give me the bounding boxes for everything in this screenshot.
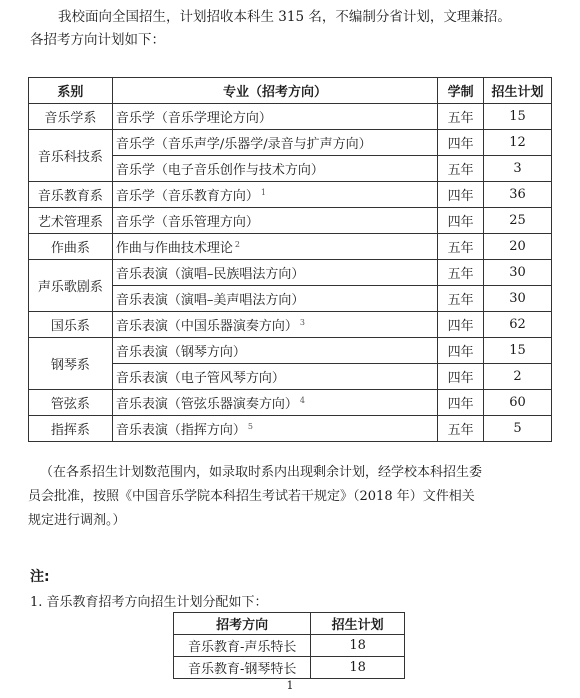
- table-row: [29, 390, 552, 416]
- department-cell: 钢琴系: [29, 338, 113, 390]
- table-row: [29, 104, 552, 130]
- header-department: 系别: [29, 78, 113, 104]
- adjustment-note-line-3: 规定进行调剂。）: [28, 513, 126, 528]
- sub-header-direction: 招考方向: [174, 613, 311, 635]
- header-duration: 学制: [438, 78, 484, 104]
- major-cell: [112, 104, 437, 130]
- major-cell: [112, 182, 437, 208]
- table-row: [29, 416, 552, 442]
- sub-table-row: [174, 635, 405, 657]
- table-row: [29, 338, 552, 364]
- major-label: 音乐学（音乐教育方向）: [115, 189, 259, 204]
- major-label: 音乐表演（演唱–美声唱法方向）: [115, 293, 305, 308]
- plan-cell: 60: [484, 390, 552, 416]
- plan-cell: 2: [484, 364, 552, 390]
- table-row: [29, 182, 552, 208]
- table-row: [29, 234, 552, 260]
- footnote-marker: 2: [234, 239, 240, 249]
- department-cell: 音乐科技系: [29, 130, 113, 182]
- footnote-marker: 4: [299, 395, 305, 405]
- department-cell: 音乐教育系: [29, 182, 113, 208]
- table-row: [29, 130, 552, 156]
- plan-cell: 20: [484, 234, 552, 260]
- duration-cell: 四年: [438, 312, 484, 338]
- adjustment-note-line-1: （在各系招生计划数范围内，如录取时系内出现剩余计划，经学校本科招生委: [40, 465, 483, 480]
- plan-cell: 15: [484, 104, 552, 130]
- plan-cell: 15: [484, 338, 552, 364]
- major-cell: [112, 260, 437, 286]
- major-cell: [112, 130, 437, 156]
- plan-cell: 18: [311, 657, 405, 679]
- sub-table-header-row: [174, 613, 405, 635]
- sub-header-plan: 招生计划: [311, 613, 405, 635]
- plan-cell: 12: [484, 130, 552, 156]
- header-major: 专业（招考方向）: [112, 78, 437, 104]
- duration-cell: 五年: [438, 260, 484, 286]
- major-cell: [112, 234, 437, 260]
- major-cell: [112, 364, 437, 390]
- major-label: 音乐表演（电子管风琴方向）: [115, 371, 285, 386]
- table-row: [29, 208, 552, 234]
- direction-cell: 音乐教育-声乐特长: [174, 635, 311, 657]
- department-cell: 指挥系: [29, 416, 113, 442]
- footnote-marker: 5: [247, 421, 253, 431]
- direction-cell: 音乐教育-钢琴特长: [174, 657, 311, 679]
- major-cell: [112, 416, 437, 442]
- intro-line-1: 我校面向全国招生，计划招收本科生 315 名，不编制分省计划，文理兼招。: [58, 9, 511, 25]
- duration-cell: 五年: [438, 104, 484, 130]
- sub-table-body: [174, 635, 405, 679]
- major-label: 音乐学（音乐声学/乐器学/录音与扩声方向）: [115, 137, 372, 152]
- plan-cell: 18: [311, 635, 405, 657]
- footnote-marker: 1: [260, 187, 266, 197]
- plan-cell: 25: [484, 208, 552, 234]
- table-row: [29, 312, 552, 338]
- page-number: 1: [286, 679, 294, 692]
- duration-cell: 四年: [438, 208, 484, 234]
- table-body: [29, 104, 552, 442]
- plan-cell: 30: [484, 286, 552, 312]
- department-cell: 国乐系: [29, 312, 113, 338]
- notes-title: 注:: [30, 569, 50, 585]
- music-education-plan-table: [173, 612, 405, 679]
- major-label: 音乐表演（中国乐器演奏方向）: [115, 319, 298, 334]
- major-cell: [112, 286, 437, 312]
- duration-cell: 四年: [438, 182, 484, 208]
- footnote-marker: 3: [299, 317, 305, 327]
- major-cell: [112, 312, 437, 338]
- plan-cell: 30: [484, 260, 552, 286]
- major-cell: [112, 390, 437, 416]
- duration-cell: 四年: [438, 390, 484, 416]
- major-cell: [112, 156, 437, 182]
- department-cell: 音乐学系: [29, 104, 113, 130]
- note-item-1: 1. 音乐教育招考方向招生计划分配如下：: [30, 595, 268, 610]
- major-label: 音乐学（音乐管理方向）: [115, 215, 259, 230]
- enrollment-plan-table: [28, 77, 552, 442]
- major-label: 作曲与作曲技术理论: [115, 241, 233, 256]
- table-header-row: [29, 78, 552, 104]
- major-label: 音乐表演（管弦乐器演奏方向）: [115, 397, 298, 412]
- plan-cell: 36: [484, 182, 552, 208]
- duration-cell: 四年: [438, 364, 484, 390]
- adjustment-note: [28, 461, 552, 533]
- duration-cell: 五年: [438, 156, 484, 182]
- plan-cell: 62: [484, 312, 552, 338]
- duration-cell: 五年: [438, 416, 484, 442]
- department-cell: 声乐歌剧系: [29, 260, 113, 312]
- major-label: 音乐表演（演唱–民族唱法方向）: [115, 267, 305, 282]
- plan-cell: 3: [484, 156, 552, 182]
- major-label: 音乐学（电子音乐创作与技术方向）: [115, 163, 324, 178]
- department-cell: 管弦系: [29, 390, 113, 416]
- duration-cell: 四年: [438, 130, 484, 156]
- major-label: 音乐表演（指挥方向）: [115, 423, 246, 438]
- major-label: 音乐学（音乐学理论方向）: [115, 111, 272, 126]
- major-cell: [112, 208, 437, 234]
- sub-table-row: [174, 657, 405, 679]
- adjustment-note-line-2: 员会批准，按照《中国音乐学院本科招生考试若干规定》（2018 年）文件相关: [28, 489, 475, 504]
- duration-cell: 五年: [438, 286, 484, 312]
- plan-cell: 5: [484, 416, 552, 442]
- department-cell: 作曲系: [29, 234, 113, 260]
- intro-paragraph: [30, 6, 560, 52]
- department-cell: 艺术管理系: [29, 208, 113, 234]
- header-plan: 招生计划: [484, 78, 552, 104]
- duration-cell: 五年: [438, 234, 484, 260]
- major-label: 音乐表演（钢琴方向）: [115, 345, 246, 360]
- table-row: [29, 260, 552, 286]
- intro-line-2: 各招考方向计划如下：: [30, 32, 165, 48]
- major-cell: [112, 338, 437, 364]
- duration-cell: 四年: [438, 338, 484, 364]
